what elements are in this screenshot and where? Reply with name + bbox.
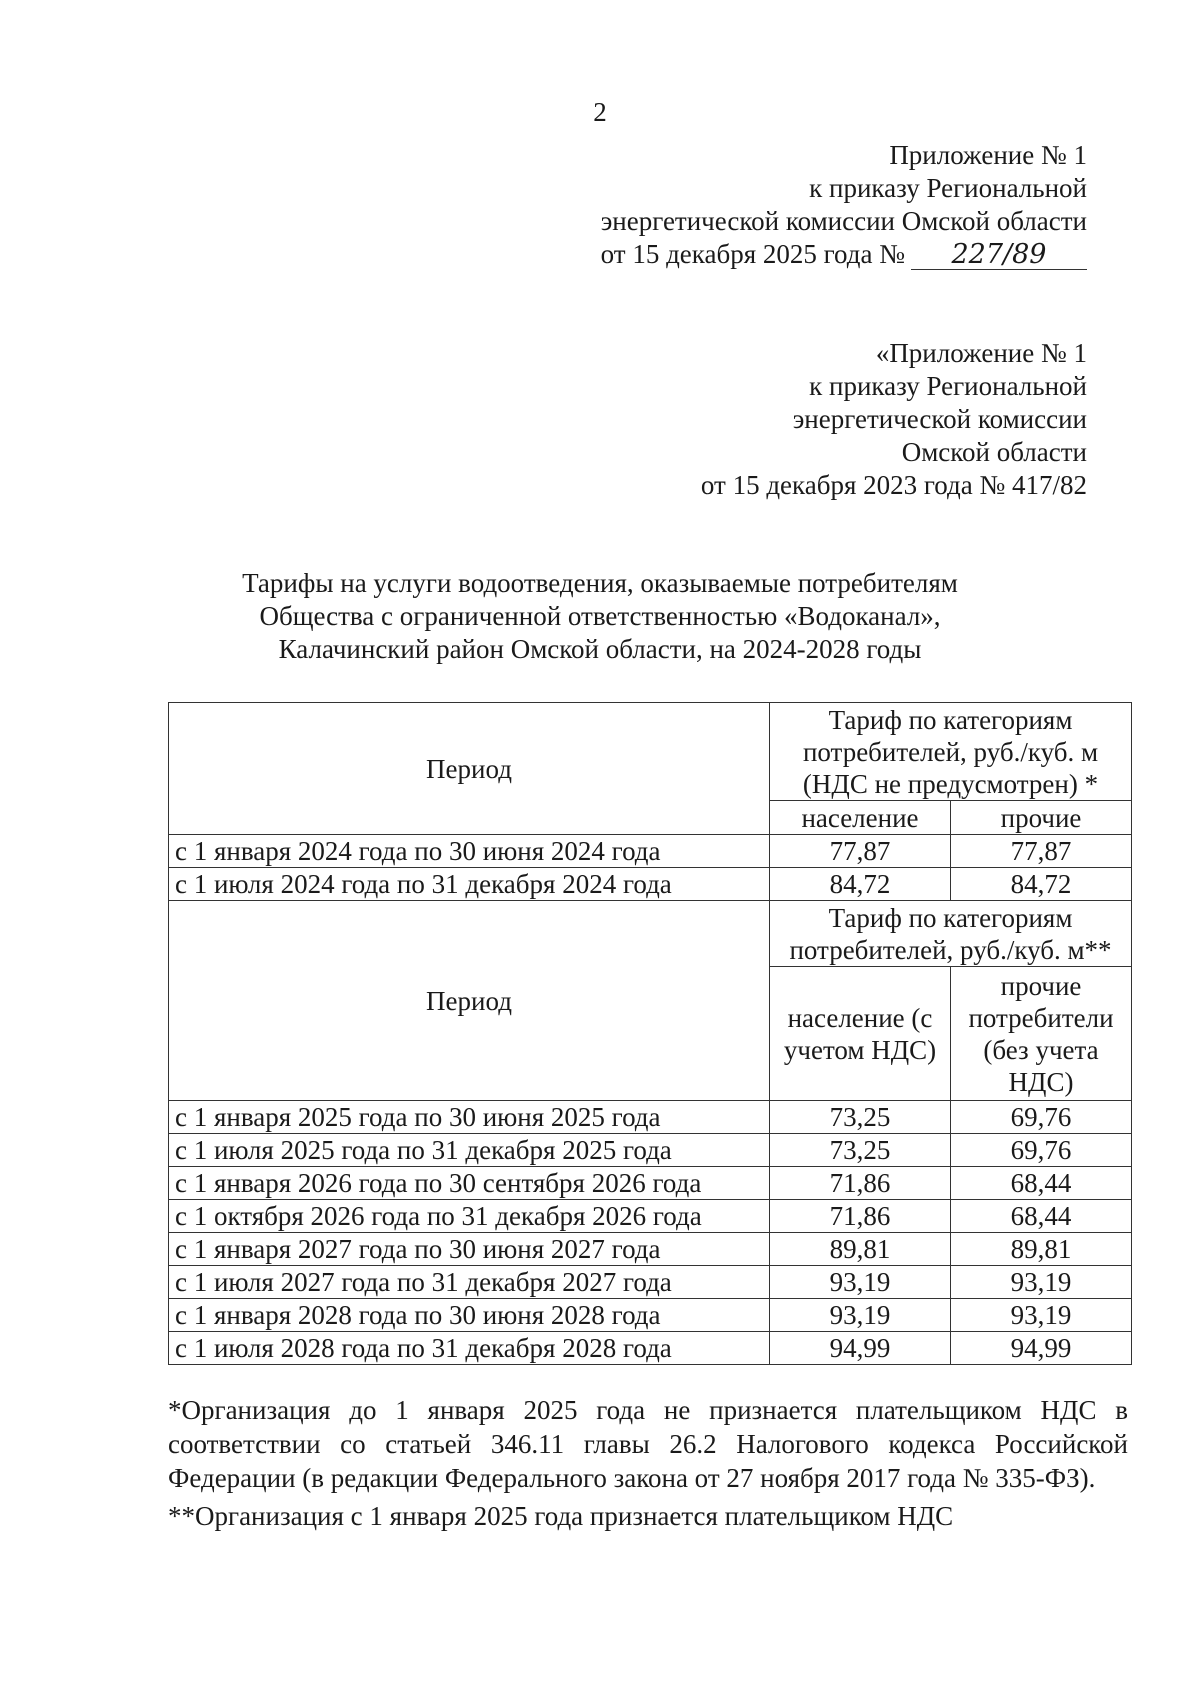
table-row [169, 835, 1132, 868]
appendix-line: Приложение № 1 [889, 140, 1087, 170]
other-value: 84,72 [951, 868, 1132, 901]
tariff-header: Тариф по категориям потребителей, руб./куб. м** [770, 901, 1132, 967]
other-value: 93,19 [951, 1299, 1132, 1332]
other-value: 68,44 [951, 1167, 1132, 1200]
table-row [169, 1167, 1132, 1200]
table-header-row [169, 901, 1132, 967]
period-cell: с 1 января 2024 года по 30 июня 2024 года [169, 835, 770, 868]
other-value: 93,19 [951, 1266, 1132, 1299]
period-cell: с 1 января 2026 года по 30 сентября 2026 года [169, 1167, 770, 1200]
other-value: 94,99 [951, 1332, 1132, 1365]
col-population-header: население (с учетом НДС) [770, 967, 951, 1101]
period-cell: с 1 июля 2024 года по 31 декабря 2024 года [169, 868, 770, 901]
appendix-date-text: от 15 декабря 2025 года № [600, 239, 905, 269]
title-line: Тарифы на услуги водоотведения, оказываемые потребителям [242, 568, 958, 598]
table-row [169, 1299, 1132, 1332]
footnote-vat-from-2025: **Организация с 1 января 2025 года признается плательщиком НДС [168, 1501, 954, 1531]
population-value: 94,99 [770, 1332, 951, 1365]
appendix-line: энергетической комиссии [792, 404, 1087, 434]
period-cell: с 1 октября 2026 года по 31 декабря 2026 года [169, 1200, 770, 1233]
title-line: Калачинский район Омской области, на 2024-2028 годы [278, 634, 922, 664]
tariff-header: Тариф по категориям потребителей, руб./куб. м (НДС не предусмотрен) * [770, 703, 1132, 801]
tariff-table [168, 702, 1132, 1365]
appendix-line: к приказу Региональной [809, 173, 1087, 203]
table-header-row [169, 703, 1132, 801]
appendix-previous [701, 337, 1087, 502]
title-line: Общества с ограниченной ответственностью «Водоканал», [259, 601, 941, 631]
other-value: 69,76 [951, 1134, 1132, 1167]
period-header: Период [169, 703, 770, 835]
other-value: 77,87 [951, 835, 1132, 868]
population-value: 93,19 [770, 1266, 951, 1299]
population-value: 89,81 [770, 1233, 951, 1266]
appendix-date-line [601, 238, 1087, 271]
population-value: 71,86 [770, 1200, 951, 1233]
col-other-header: прочие [951, 801, 1132, 835]
page-number: 2 [593, 97, 607, 127]
period-cell: с 1 июля 2027 года по 31 декабря 2027 года [169, 1266, 770, 1299]
footnote-vat-before-2025: *Организация до 1 января 2025 года не признается плательщиком НДС в соответствии со статьей 346.11 главы 26.2 Налогового кодекса Российской Федерации (в редакции Федерального закона от 27 ноября 2017 года № 335-ФЗ). [168, 1395, 1128, 1493]
appendix-line: от 15 декабря 2023 года № 417/82 [700, 470, 1087, 500]
appendix-line: к приказу Региональной [809, 371, 1087, 401]
other-value: 89,81 [951, 1233, 1132, 1266]
col-population-header: население [770, 801, 951, 835]
handwritten-order-number: 227/89 [911, 241, 1087, 270]
other-value: 69,76 [951, 1101, 1132, 1134]
population-value: 77,87 [770, 835, 951, 868]
population-value: 84,72 [770, 868, 951, 901]
table-row [169, 1233, 1132, 1266]
period-cell: с 1 января 2028 года по 30 июня 2028 года [169, 1299, 770, 1332]
appendix-line: Омской области [901, 437, 1087, 467]
period-cell: с 1 января 2027 года по 30 июня 2027 года [169, 1233, 770, 1266]
period-cell: с 1 января 2025 года по 30 июня 2025 года [169, 1101, 770, 1134]
document-title [0, 567, 1200, 666]
table-row [169, 868, 1132, 901]
table-row [169, 1101, 1132, 1134]
appendix-current [601, 139, 1087, 271]
population-value: 73,25 [770, 1101, 951, 1134]
appendix-line: энергетической комиссии Омской области [600, 206, 1087, 236]
footnotes [168, 1393, 1128, 1537]
other-value: 68,44 [951, 1200, 1132, 1233]
population-value: 71,86 [770, 1167, 951, 1200]
appendix-line: «Приложение № 1 [875, 338, 1087, 368]
period-cell: с 1 июля 2025 года по 31 декабря 2025 года [169, 1134, 770, 1167]
period-cell: с 1 июля 2028 года по 31 декабря 2028 года [169, 1332, 770, 1365]
table-row [169, 1332, 1132, 1365]
col-other-header: прочие потребители (без учета НДС) [951, 967, 1132, 1101]
period-header: Период [169, 901, 770, 1101]
table-row [169, 1266, 1132, 1299]
table-row [169, 1200, 1132, 1233]
population-value: 73,25 [770, 1134, 951, 1167]
population-value: 93,19 [770, 1299, 951, 1332]
table-row [169, 1134, 1132, 1167]
